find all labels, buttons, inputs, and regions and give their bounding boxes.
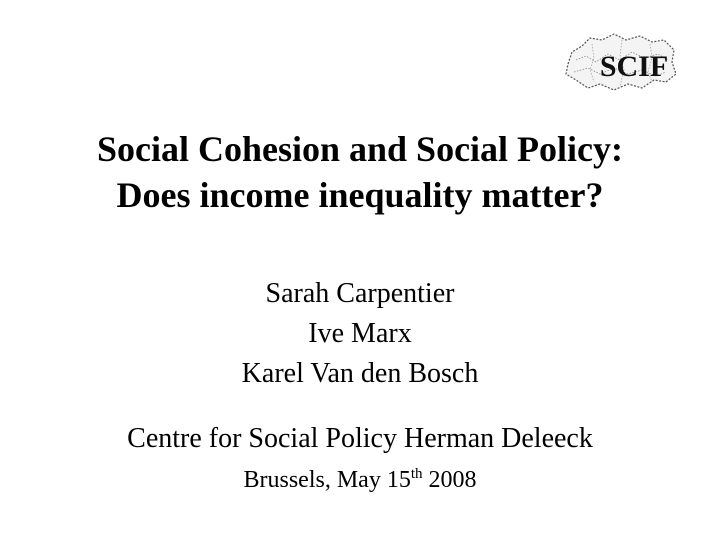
author-list — [0, 274, 720, 394]
author-name: Ive Marx — [308, 318, 412, 349]
author-name: Karel Van den Bosch — [241, 358, 479, 389]
date-prefix: Brussels, May 15 — [243, 467, 411, 493]
scif-logo — [562, 30, 680, 92]
date-line — [0, 464, 720, 496]
title-line-1: Social Cohesion and Social Policy: — [96, 129, 624, 169]
title-line-2: Does income inequality matter? — [116, 175, 604, 215]
institution-name: Centre for Social Policy Herman Deleeck — [127, 423, 593, 454]
date-ordinal-suffix: th — [410, 466, 423, 482]
date-year: 2008 — [422, 467, 477, 493]
svg-text:SCIF: SCIF — [599, 50, 669, 83]
author-name: Sarah Carpentier — [265, 278, 455, 309]
slide-title — [0, 126, 720, 218]
